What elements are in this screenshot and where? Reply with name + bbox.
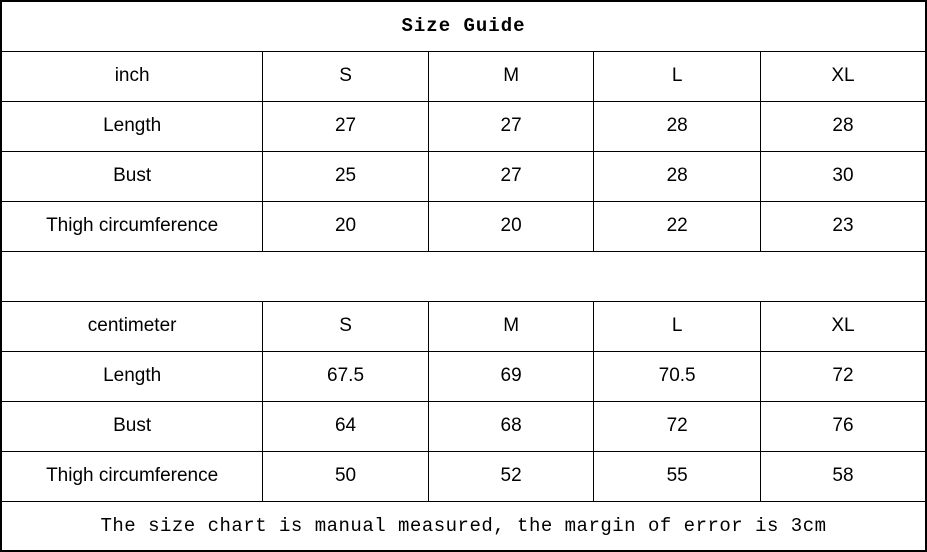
value-cell: 64 — [263, 401, 429, 451]
row-label-bust: Bust — [1, 401, 263, 451]
value-cell: 25 — [263, 151, 429, 201]
value-cell: 55 — [594, 451, 761, 501]
value-cell: 68 — [428, 401, 594, 451]
size-header-m: M — [428, 301, 594, 351]
value-cell: 72 — [594, 401, 761, 451]
value-cell: 70.5 — [594, 351, 761, 401]
value-cell: 67.5 — [263, 351, 429, 401]
footer-note: The size chart is manual measured, the margin of error is 3cm — [1, 501, 926, 551]
value-cell: 69 — [428, 351, 594, 401]
inch-header-row — [1, 51, 926, 101]
value-cell: 52 — [428, 451, 594, 501]
table-row — [1, 201, 926, 251]
value-cell: 20 — [263, 201, 429, 251]
value-cell: 58 — [760, 451, 926, 501]
title-row — [1, 1, 926, 51]
size-header-s: S — [263, 301, 429, 351]
size-header-xl: XL — [760, 51, 926, 101]
unit-label-inch: inch — [1, 51, 263, 101]
size-header-xl: XL — [760, 301, 926, 351]
spacer-cell — [1, 251, 926, 301]
value-cell: 30 — [760, 151, 926, 201]
value-cell: 20 — [428, 201, 594, 251]
table-row — [1, 351, 926, 401]
size-header-l: L — [594, 301, 761, 351]
value-cell: 50 — [263, 451, 429, 501]
value-cell: 27 — [263, 101, 429, 151]
value-cell: 27 — [428, 101, 594, 151]
size-header-m: M — [428, 51, 594, 101]
page-title: Size Guide — [1, 1, 926, 51]
value-cell: 28 — [760, 101, 926, 151]
row-label-bust: Bust — [1, 151, 263, 201]
table-row — [1, 451, 926, 501]
row-label-length: Length — [1, 101, 263, 151]
table-row — [1, 401, 926, 451]
table-row — [1, 101, 926, 151]
table-row — [1, 151, 926, 201]
value-cell: 72 — [760, 351, 926, 401]
unit-label-centimeter: centimeter — [1, 301, 263, 351]
row-label-thigh-circumference: Thigh circumference — [1, 451, 263, 501]
centimeter-header-row — [1, 301, 926, 351]
spacer-row — [1, 251, 926, 301]
value-cell: 23 — [760, 201, 926, 251]
size-header-l: L — [594, 51, 761, 101]
value-cell: 28 — [594, 151, 761, 201]
size-header-s: S — [263, 51, 429, 101]
row-label-length: Length — [1, 351, 263, 401]
value-cell: 28 — [594, 101, 761, 151]
footer-row — [1, 501, 926, 551]
row-label-thigh-circumference: Thigh circumference — [1, 201, 263, 251]
value-cell: 22 — [594, 201, 761, 251]
value-cell: 27 — [428, 151, 594, 201]
value-cell: 76 — [760, 401, 926, 451]
